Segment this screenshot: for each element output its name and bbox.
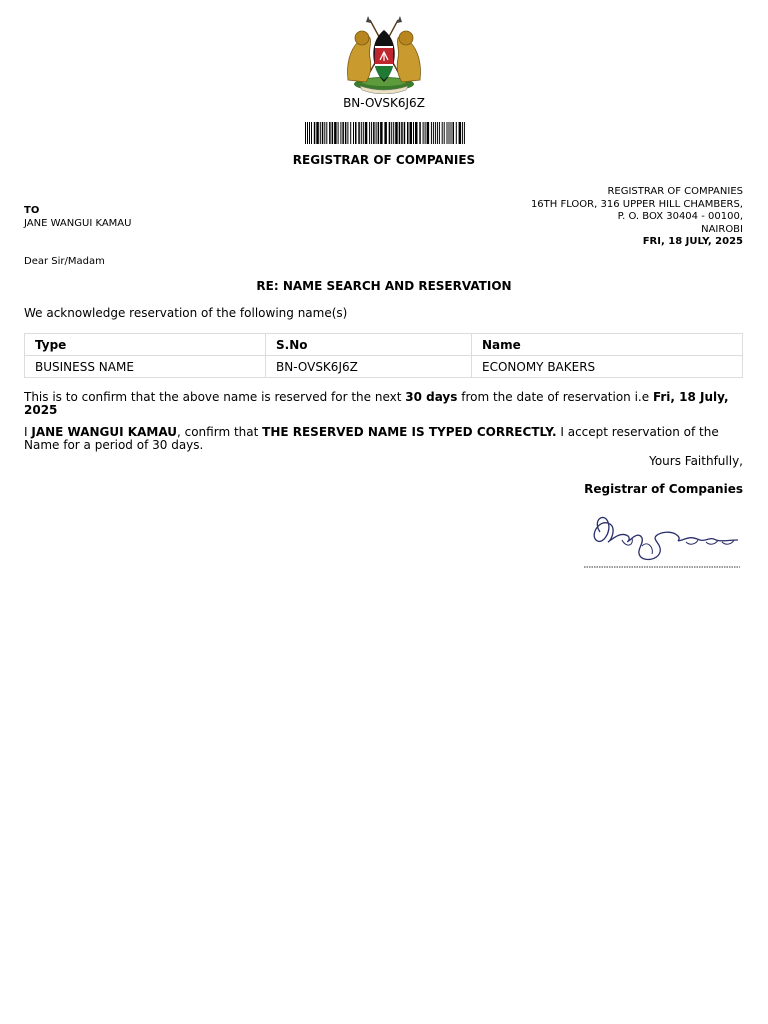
reference-number: BN-OVSK6J6Z (343, 96, 425, 110)
barcode-bar (433, 122, 434, 144)
barcode-bar (431, 122, 432, 144)
barcode-bar (342, 122, 344, 144)
barcode-bar (332, 122, 334, 144)
table-header-row (25, 334, 743, 356)
barcode-bar (442, 122, 443, 144)
address-line: NAIROBI (701, 223, 743, 235)
recipient-label: TO (24, 205, 40, 216)
barcode-icon (305, 122, 465, 144)
confirm-text: from the date of reservation i.e (457, 390, 653, 404)
barcode-bar (345, 122, 347, 144)
barcode-bar (347, 122, 348, 144)
salutation: Dear Sir/Madam (24, 256, 105, 267)
barcode-bar (453, 122, 455, 144)
barcode-bar (395, 122, 398, 144)
barcode-bar (459, 122, 462, 144)
barcode-bar (358, 122, 360, 144)
barcode-bar (338, 122, 339, 144)
barcode-bar (365, 122, 368, 144)
registrar-title: REGISTRAR OF COMPANIES (292, 153, 476, 167)
column-header-sno: S.No (266, 334, 472, 356)
barcode-bar (435, 122, 436, 144)
barcode-bar (355, 122, 357, 144)
kenya-coat-of-arms-icon (340, 14, 428, 94)
barcode-bar (320, 122, 321, 144)
column-header-name: Name (472, 334, 743, 356)
table-row (25, 356, 743, 378)
barcode-bar (369, 122, 370, 144)
barcode-bar (464, 122, 465, 144)
reservation-date: Fri, 18 July, 2025 (24, 390, 729, 417)
barcode-bar (324, 122, 325, 144)
accept-text: I (24, 425, 32, 439)
address-line: P. O. BOX 30404 - 00100, (617, 211, 743, 222)
barcode-bar (444, 122, 445, 144)
acknowledgement-text: We acknowledge reservation of the following name(s) (24, 306, 348, 320)
barcode-bar (451, 122, 452, 144)
barcode-bar (322, 122, 324, 144)
signer-title: Registrar of Companies (584, 482, 743, 496)
recipient-block (24, 204, 131, 230)
confirm-text: This is to confirm that the above name is reserved for the next (24, 390, 406, 404)
barcode-bar (415, 122, 418, 144)
barcode-bar (316, 122, 319, 144)
barcode-bar (373, 122, 375, 144)
barcode-bar (350, 122, 351, 144)
recipient-name: JANE WANGUI KAMAU (24, 218, 132, 229)
letter-date: FRI, 18 JULY, 2025 (642, 236, 743, 247)
barcode-bar (393, 122, 394, 144)
barcode-bar (413, 122, 414, 144)
barcode-bar (404, 122, 406, 144)
address-line: REGISTRAR OF COMPANIES (607, 186, 743, 197)
barcode-bar (419, 122, 421, 144)
barcode-bar (361, 122, 362, 144)
barcode-bar (326, 122, 327, 144)
barcode-bar (376, 122, 377, 144)
address-line: 16TH FLOOR, 316 UPPER HILL CHAMBERS, (530, 198, 743, 210)
barcode-bar (427, 122, 430, 144)
barcode-bar (305, 122, 306, 144)
reservation-period: 30 days (405, 390, 458, 404)
handwritten-signature-icon (582, 510, 742, 570)
accept-text: I accept reservation of the Name for a period of 30 days. (24, 425, 719, 452)
barcode-bar (447, 122, 448, 144)
barcode-bar (340, 122, 341, 144)
barcode-bar (311, 122, 312, 144)
barcode-bar (410, 122, 413, 144)
barcode-bar (384, 122, 387, 144)
barcode-bar (363, 122, 364, 144)
barcode-bar (425, 122, 426, 144)
confirmation-paragraph (24, 391, 744, 417)
accept-text: , confirm that (176, 425, 263, 439)
cell-type: BUSINESS NAME (25, 356, 266, 378)
barcode-bar (437, 122, 438, 144)
barcode-bar (449, 122, 450, 144)
barcode-bar (380, 122, 383, 144)
barcode-bar (391, 122, 392, 144)
barcode-bar (309, 122, 310, 144)
closing: Yours Faithfully, (649, 454, 743, 468)
reserved-names-table (24, 333, 743, 378)
barcode-bar (401, 122, 403, 144)
barcode-bar (462, 122, 463, 144)
cell-name: ECONOMY BAKERS (472, 356, 743, 378)
barcode-bar (399, 122, 401, 144)
barcode-bar (334, 122, 337, 144)
sender-address (531, 186, 743, 249)
barcode-bar (353, 122, 354, 144)
acceptance-paragraph (24, 426, 744, 452)
column-header-type: Type (25, 334, 266, 356)
subject-line: RE: NAME SEARCH AND RESERVATION (256, 279, 512, 293)
barcode-bar (378, 122, 380, 144)
accept-emphasis: THE RESERVED NAME IS TYPED CORRECTLY. (262, 425, 557, 439)
barcode-bar (314, 122, 316, 144)
barcode-bar (456, 122, 457, 144)
barcode-bar (307, 122, 308, 144)
barcode-bar (407, 122, 409, 144)
barcode-bar (389, 122, 391, 144)
barcode-bar (423, 122, 424, 144)
applicant-name: JANE WANGUI KAMAU (31, 425, 177, 439)
barcode-bar (371, 122, 372, 144)
cell-sno: BN-OVSK6J6Z (266, 356, 472, 378)
barcode-bar (439, 122, 440, 144)
barcode-bar (329, 122, 331, 144)
